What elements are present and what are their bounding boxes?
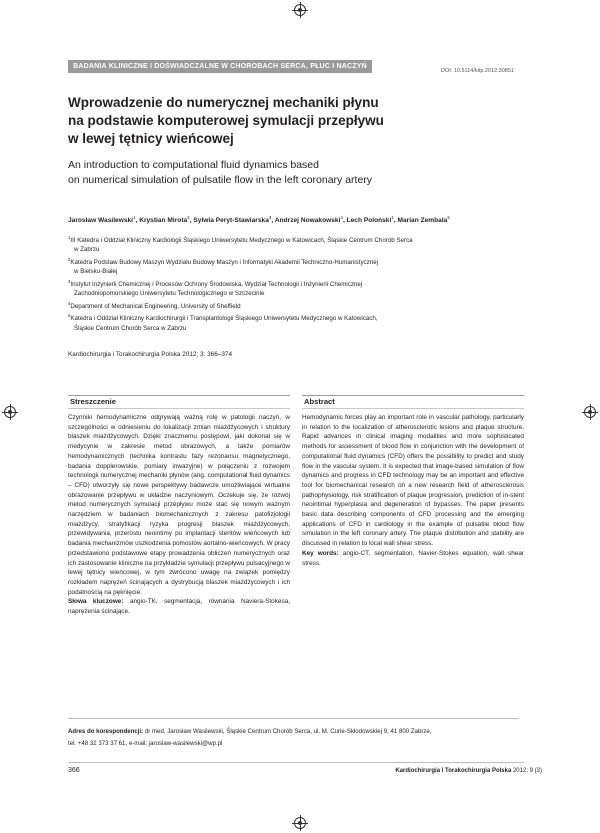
author-affiliation-ref: 4 [340, 215, 343, 220]
abstract-keywords [302, 549, 524, 568]
author-affiliation-ref: 3 [268, 215, 272, 220]
journal-footer [395, 768, 542, 774]
affiliation-item [68, 255, 538, 277]
affiliation-text: Instytut Inżynierii Chemicznej i Procesów Ochrony Środowiska, Wydział Technologii i Inżynierii Chemicznej [70, 280, 363, 288]
author-name: Marian Zembala [397, 217, 448, 225]
affiliation-text: w Zabrzu [74, 246, 100, 254]
abstract-text: Hemodynamic forces play an important role in vascular pathology, particularly in relation to the localization of atherosclerotic lesions and plaque structure. Rapid advances in clinical imaging modalities and more sophisticated methods for assessment of blood flow in conjunction with the development of computational fluid dynamics (CFD) offers the possibility to predict and study flow in the vascular system. It is expected that image-based simulation of flow dynamics and progress in CFD technology may be an important and effective tool for biomechanical research on a new research field of atherosclerosis pathophysiology, risk stratification of plaque progression, prediction of in-stent neointimal hyperplasia and degeneration of bypasses. The paper presents basic data describing components of CFD processing and the emerging applications of CFD in cardiology in the example of pulsatile blood flow simulation in the left coronary artery. The plaque distribution and stability are discussed in relation to local wall shear stress. [302, 414, 524, 548]
journal-citation: Kardiochirurgia i Torakochirurgia Polska 2012; 3: 366–374 [68, 351, 233, 358]
affiliation-text: Zachodniopomorskiego Uniwersytetu Technologicznego w Szczecinie [74, 290, 265, 298]
registration-mark-icon [294, 4, 306, 16]
affiliation-text: III Katedra i Oddział Kliniczny Kardiologii Śląskiego Uniwersytetu Medycznego w Katowicach, Śląskie Centrum Chorób Serca [70, 237, 413, 245]
registration-mark-icon [4, 406, 16, 418]
affiliation-item [68, 299, 538, 311]
correspondence-label: Adres do korespondencji: [68, 728, 144, 735]
correspondence-block [68, 726, 528, 750]
affiliation-text: Department of Mechanical Engineering, University of Sheffield [70, 302, 241, 310]
author-affiliation-ref: 5 [447, 215, 450, 220]
streszczenie-body [68, 413, 290, 617]
title-polish-line: w lewej tętnicy wieńcowej [68, 131, 234, 146]
streszczenie-text: Czynniki hemodynamiczne odgrywają ważną rolę w patologii naczyń, w szczególności w odniesieniu do lokalizacji zmian miażdżycowych i struktury blaszek miażdżycowych. Dzięki znacznemu postępowi, jaki dokonał się w medycynie w zakresie metod obrazowych, a także pomiarów hemodynamicznych (technika kontrastu fazy rezonansu magnetycznego, badania dopplerowskie, pomiary inwazyjne) w połączeniu z rozwojem technologii numerycznej mechaniki płynów (ang. computational fluid dynamics – CFD) otworzyły się nowe perspektywy badawcze umożliwiające wirtualne obrazowanie przepływu w układzie naczyniowym. Oczekuje się, że rozwój metod numerycznych symulacji przepływu może stać się nowym ważnym narzędziem w badaniach biomechanicznych z zakresu patofizjologii miażdżycy, stratyfikacji ryzyka progresji blaszek miażdżycowych, przewidywania, przerostu neointimy po implantacji stentów wieńcowych lub badania mechanizmów uszkodzenia pomostów aortalno-wieńcowych. W pracy przedstawiono podstawowe etapy prowadzenia obliczeń numerycznych oraz ich zastosowanie kliniczne na przykładzie symulacji przepływu pulsacyjnego w lewej tętnicy wieńcowej, w tym zwrócono uwagę na związek pomiędzy rozkładem naprężeń ścinających a dystrybucją blaszek miażdżycowych i ich podatnością na pęknięcie. [68, 414, 291, 596]
journal-issue: 2012; 9 (3) [512, 768, 542, 774]
keywords-text: angio-TK, segmentacja, równania Naviera-Stokesa, naprężenia ścinające. [68, 598, 290, 616]
keywords-text: angio-CT, segmentation, Navier-Stokes equation, wall shear stress. [302, 549, 524, 567]
affiliation-text: w Bielsku-Białej [74, 268, 118, 276]
title-polish-line: na podstawie komputerowej symulacji przepływu [68, 113, 384, 128]
title-polish [68, 94, 458, 148]
affiliation-number: 2 [68, 256, 71, 262]
author-affiliation-ref: 1 [391, 215, 394, 220]
keywords-label: Słowa kluczowe: [68, 598, 124, 606]
affiliation-number: 4 [68, 300, 71, 306]
author-affiliation-ref: 2 [187, 215, 190, 220]
abstract-column [302, 395, 524, 568]
affiliation-text: Katedra Podstaw Budowy Maszyn Wydziału Budowy Maszyn i Informatyki Akademii Techniczno-Humanistycznej [70, 258, 379, 266]
abstract-body [302, 413, 524, 568]
author-affiliation-ref: 1 [133, 215, 136, 220]
journal-name: Kardiochirurgia i Torakochirurgia Polska [395, 768, 512, 774]
registration-mark-icon [584, 406, 596, 418]
author-name: Lech Poloński [346, 217, 392, 225]
author-name: Andrzej Nowakowski [274, 217, 341, 225]
correspondence-contact[interactable]: tel. +48 32 373 37 61, e-mail: jaroslaw-wasilewski@wp.pl [68, 740, 223, 747]
author-name: Sylwia Peryt-Stawiarska [193, 217, 269, 225]
correspondence-address: dr med. Jarosław Wasilewski, Śląskie Centrum Chorób Serca, ul. M. Curie-Skłodowskiej 9, 41 800 Zabrze, [144, 728, 432, 735]
footer-divider [68, 762, 524, 763]
correspondence-divider [68, 718, 518, 719]
doi-label[interactable]: DOI: 10.5114/kitp.2012.30851 [441, 68, 514, 74]
streszczenie-keywords [68, 597, 290, 616]
section-category-bar: BADANIA KLINICZNE I DOŚWIADCZALNE W CHOROBACH SERCA, PŁUC I NACZYŃ [68, 60, 372, 73]
abstract-heading: Abstract [302, 395, 524, 409]
affiliation-number: 1 [68, 235, 71, 240]
affiliation-item [68, 233, 538, 255]
affiliation-text: Katedra i Oddział Kliniczny Kardiochirurgii i Transplantologii Śląskiego Uniwersytetu Medycznego w Katowicach, [70, 315, 378, 323]
page-number: 366 [68, 767, 80, 774]
keywords-label: Key words: [302, 549, 339, 557]
streszczenie-column [68, 395, 290, 617]
affiliation-item [68, 277, 538, 299]
affiliation-number: 3 [68, 278, 71, 284]
affiliation-number: 5 [68, 313, 71, 319]
registration-mark-icon [294, 817, 306, 829]
affiliation-text: Śląskie Centrum Chorób Serca w Zabrzu [74, 324, 187, 332]
author-name: Krystian Mirota [139, 217, 188, 225]
correspondence-line [68, 726, 528, 738]
affiliation-list [68, 233, 538, 333]
author-list: Jarosław Wasilewski$^1$, Krystian Mirota$^2$, Sylwia Peryt-Stawiarska$^3$, Andrzej Nowakowski$^4$, Lech Poloński$^1$, Marian Zembala$^5$ [68, 215, 450, 225]
title-english-line: on numerical simulation of pulsatile flow in the left coronary artery [68, 174, 373, 186]
streszczenie-heading: Streszczenie [68, 395, 290, 409]
affiliation-item [68, 311, 538, 333]
title-english-line: An introduction to computational fluid dynamics based [68, 159, 319, 171]
title-english [68, 158, 488, 188]
author-name: Jarosław Wasilewski [68, 217, 133, 225]
title-polish-line: Wprowadzenie do numerycznej mechaniki płynu [68, 95, 379, 110]
